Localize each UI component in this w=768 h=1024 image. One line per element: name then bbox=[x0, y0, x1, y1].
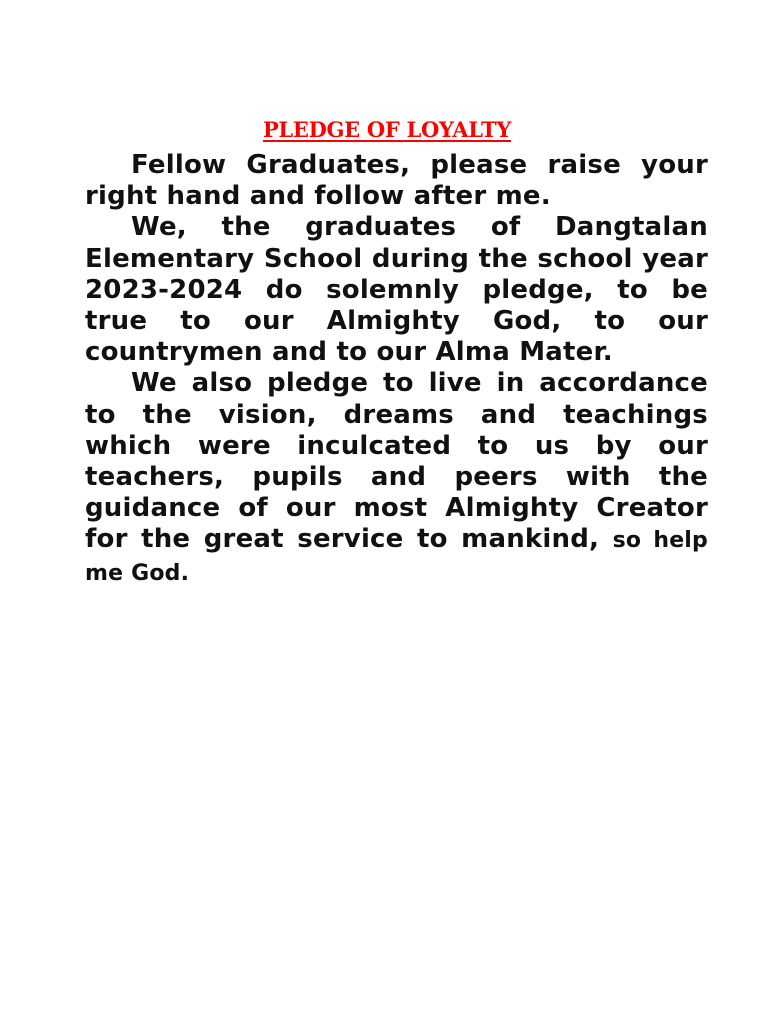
paragraph-instruction: Fellow Graduates, please raise your right hand and follow after me. bbox=[85, 150, 708, 212]
paragraph-vision bbox=[85, 368, 708, 588]
paragraph-pledge: We, the graduates of Dangtalan Elementary School during the school year 2023-2024 do solemnly pledge, to be true to our Almighty God, to our countrymen and to our Alma Mater. bbox=[85, 212, 708, 368]
closing-phrase: so help me God. bbox=[85, 528, 708, 586]
document-body bbox=[85, 150, 708, 589]
paragraph-vision-text: We also pledge to live in accordance to the vision, dreams and teachings which were inculcated to us by our teachers, pupils and peers with the guidance of our most Almighty Creator for the great service to mankind, bbox=[85, 368, 708, 555]
document-title: PLEDGE OF LOYALTY bbox=[262, 117, 512, 142]
